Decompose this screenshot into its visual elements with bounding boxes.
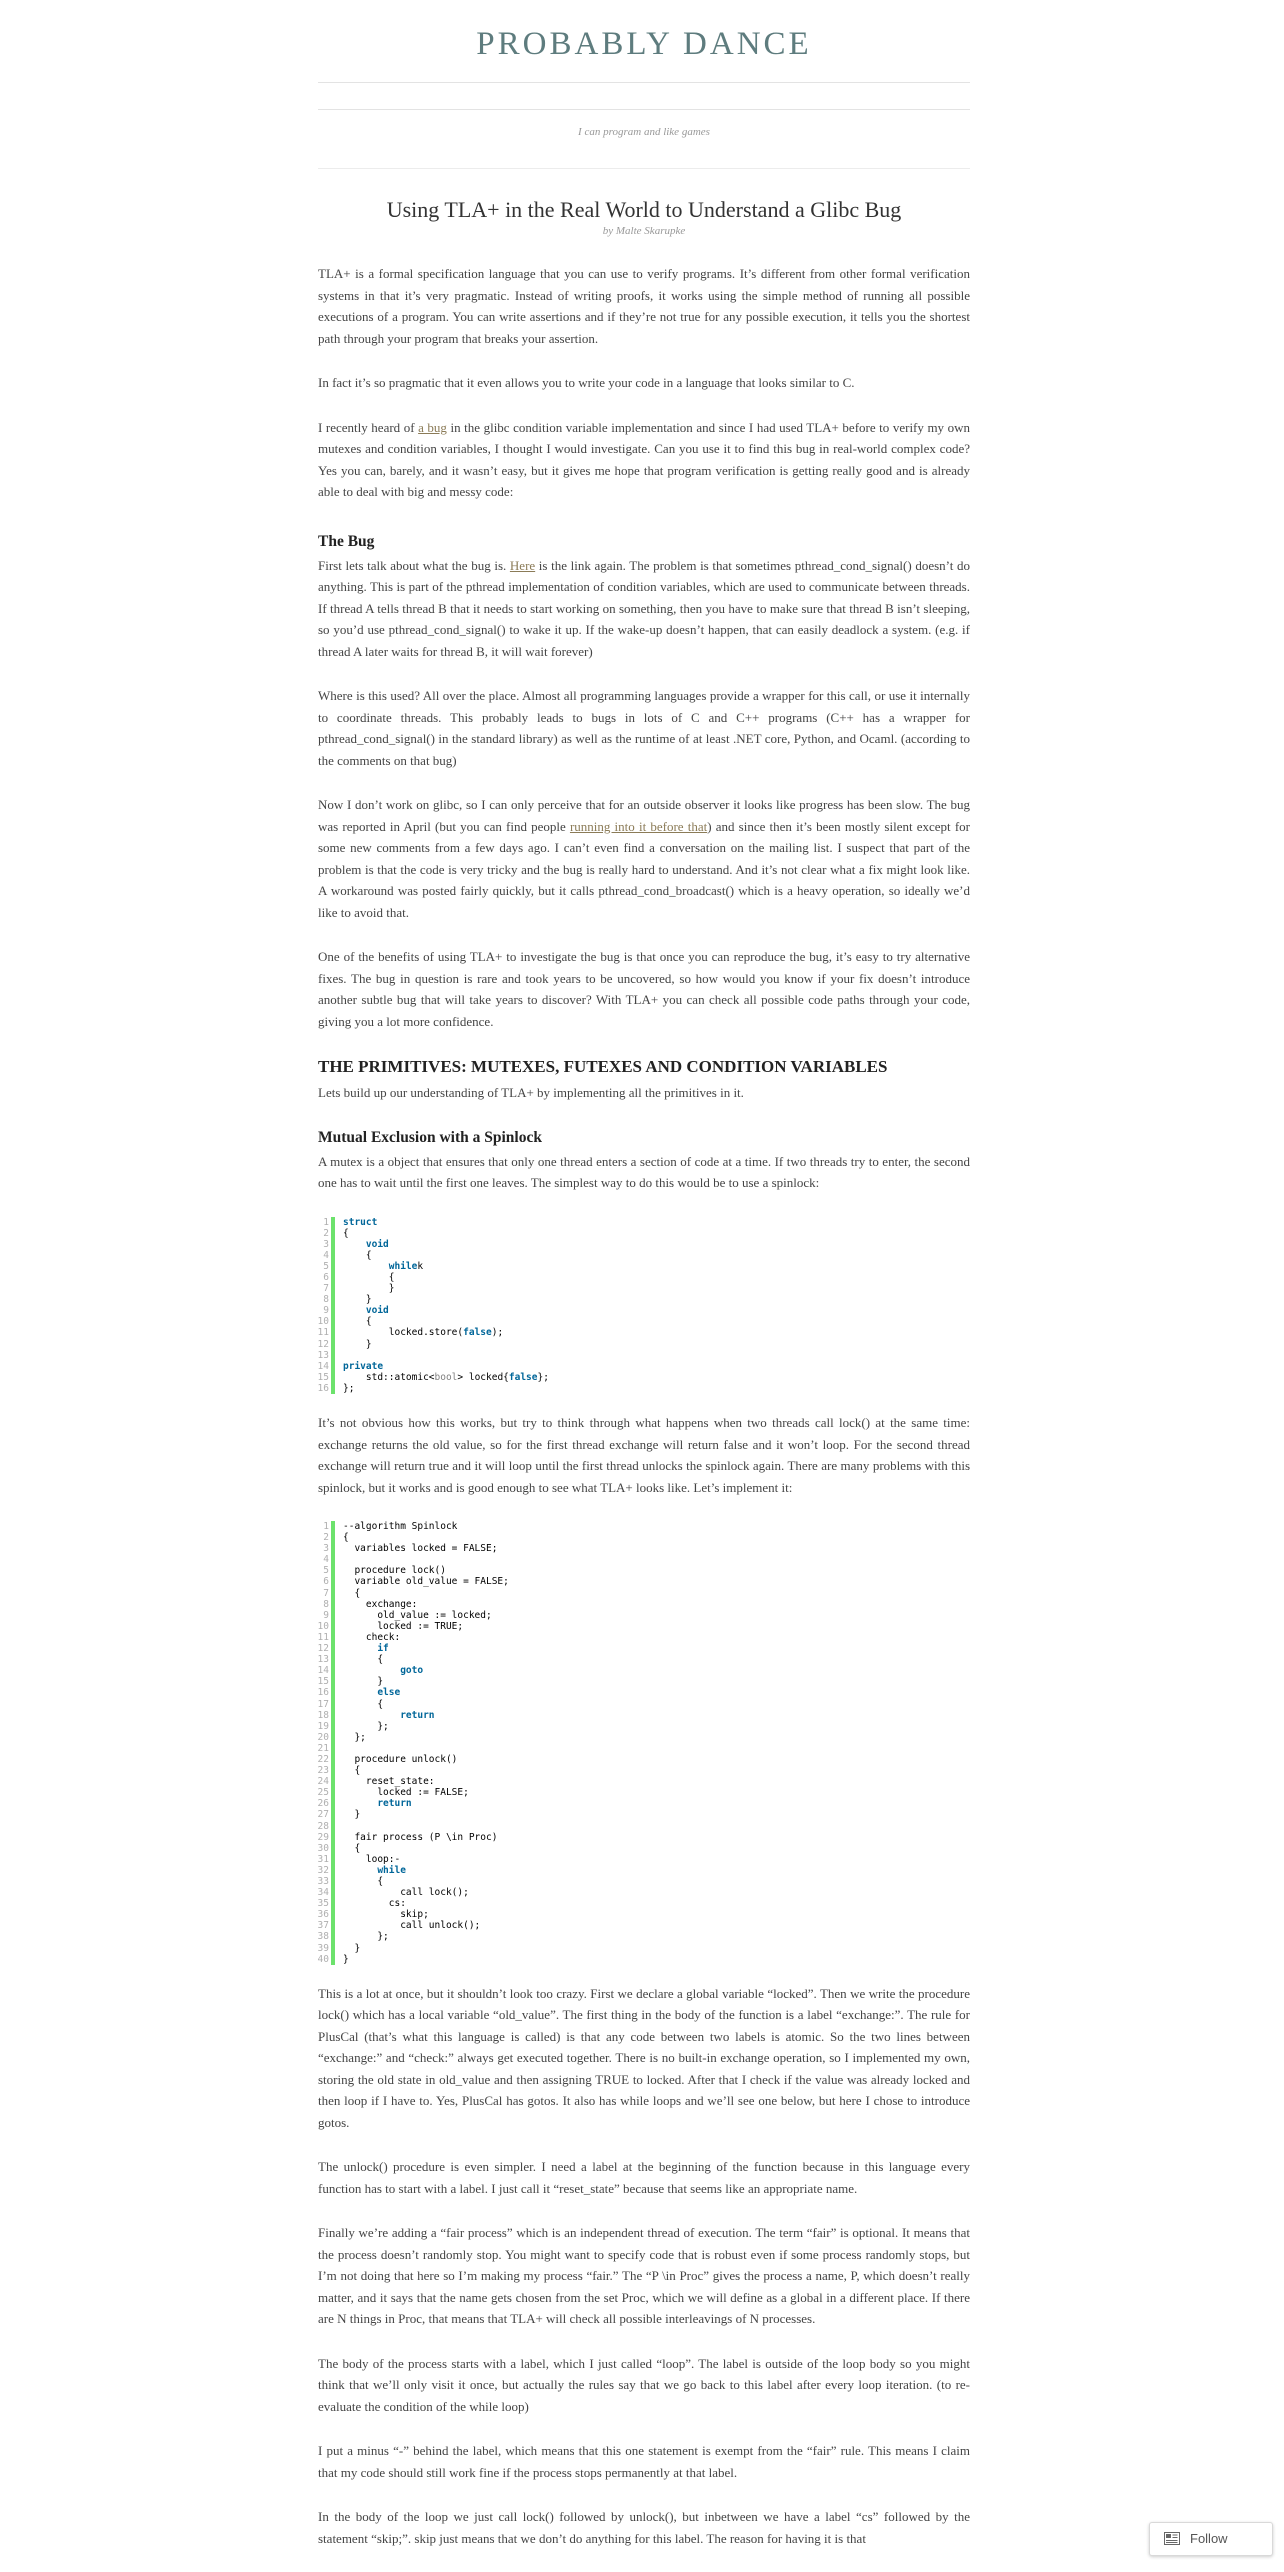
- code-line: [343, 1865, 970, 1876]
- code-line: [343, 1217, 970, 1228]
- primitives-paragraph: Lets build up our understanding of TLA+ by implementing all the primitives in it.: [318, 1085, 744, 1100]
- code-block-cpp-spinlock: [317, 1216, 970, 1395]
- code-line: [343, 1798, 970, 1809]
- code-token: {: [343, 1227, 349, 1239]
- line-number: 34: [317, 1887, 329, 1899]
- code-token: variable old_value = FALSE;: [343, 1576, 509, 1588]
- post-title[interactable]: Using TLA+ in the Real World to Understand a Glibc Bug: [386, 197, 902, 222]
- tail-paragraph-6: In the body of the loop we just call lock() followed by unlock(), but inbetween we have a label “cs” followed by the statement “skip;”. skip just means that we don’t do anything for this label. The reason for having it is that: [318, 2509, 970, 2546]
- code-token: [343, 1305, 366, 1316]
- code-line: [343, 1261, 970, 1272]
- line-number: 16: [317, 1687, 329, 1699]
- intro-paragraph-3: I recently heard of a bug in the glibc condition variable implementation and since I had used TLA+ before to verify my own mutexes and condition variables, I thought I would investigate. Can you use it to find this bug in real-world complex code? Yes you can, barely, and it wasn’t easy, but it gives me hope that program verification is getting really good and is already able to deal with big and messy code:: [318, 419, 970, 499]
- follow-label: Follow: [1190, 2531, 1228, 2546]
- bug-paragraph-2: Where is this used? All over the place. Almost all programming languages provide a wrapper for this call, or use it internally to coordinate threads. This probably leads to bugs in lots of C and C++ programs (C++ has a wrapper for pthread_cond_signal() in the standard library) as well as the runtime of at least .NET core, Python, and Ocaml. (according to the comments on that bug): [318, 688, 970, 768]
- code-token: false: [508, 1371, 538, 1383]
- code-token: [343, 1710, 400, 1721]
- code-line: [343, 1372, 970, 1383]
- code-line: [343, 1876, 970, 1887]
- code-token: {: [343, 1698, 384, 1710]
- tail-paragraph-5: I put a minus “-” behind the label, which means that this one statement is exempt from the “fair” rule. This means I claim that my code should still work fine if the process stops permanently at that label.: [318, 2443, 970, 2480]
- spinlock-paragraph: A mutex is a object that ensures that only one thread enters a section of code at a time. If two threads try to enter, the second one has to wait until the first one leaves. The simplest way to do this would be to use a spinlock:: [318, 1153, 970, 1190]
- line-number: 17: [317, 1698, 329, 1710]
- page-column: [318, 0, 970, 2572]
- code-line: [343, 1787, 970, 1798]
- code-token: }: [343, 1942, 361, 1954]
- line-number: 37: [317, 1920, 329, 1932]
- code-line: [343, 1809, 970, 1820]
- code-token: };: [343, 1731, 366, 1743]
- code-token: k: [417, 1260, 424, 1272]
- code-token: [343, 1798, 377, 1809]
- code-token: variables locked = FALSE;: [343, 1543, 498, 1555]
- line-number: 22: [317, 1753, 329, 1765]
- code-line: [343, 1843, 970, 1854]
- code-line: [343, 1272, 970, 1283]
- code-line: [343, 1732, 970, 1743]
- bug-paragraph-3: Now I don’t work on glibc, so I can only perceive that for an outside observer it looks like progress has been slow. The bug was reported in April (but you can find people running into it before that) and since then it’s been mostly silent except for some new comments from a few days ago. I can’t even find a conversation on the mailing list. I suspect that part of the problem is that the code is very tricky and the bug is really hard to understand. And it’s not clear what a fix might look like. A workaround was posted fairly quickly, but it calls pthread_cond_broadcast() which is a heavy operation, so ideally we’d like to avoid that.: [318, 797, 970, 920]
- nav-menu-bar: [318, 82, 970, 110]
- code-line: [343, 1588, 970, 1599]
- code-token: procedure unlock(): [343, 1753, 458, 1765]
- code-line: [343, 1854, 970, 1865]
- code-lines: [335, 1521, 970, 1965]
- code-line: [343, 1632, 970, 1643]
- line-number: 39: [317, 1942, 329, 1954]
- code-line: [343, 1576, 970, 1587]
- intro-paragraph-2: In fact it’s so pragmatic that it even allows you to write your code in a language that looks similar to C.: [318, 375, 855, 390]
- code-token: }: [343, 1338, 372, 1350]
- code-line: [343, 1294, 970, 1305]
- code-token: goto: [400, 1665, 424, 1677]
- code-token: call unlock();: [343, 1920, 481, 1932]
- site-title[interactable]: PROBABLY DANCE: [476, 26, 812, 62]
- code-token: }: [343, 1294, 372, 1306]
- code-token: [343, 1239, 366, 1250]
- code-token: );: [491, 1327, 504, 1339]
- code-token: fair process (P \in Proc): [343, 1831, 498, 1843]
- code-token: locked := FALSE;: [343, 1787, 469, 1799]
- code-line: [343, 1250, 970, 1261]
- line-number: 10: [317, 1620, 329, 1632]
- line-number: 8: [323, 1294, 329, 1306]
- line-numbers: [313, 1217, 329, 1395]
- code-line: [343, 1887, 970, 1898]
- code-line: [343, 1687, 970, 1698]
- code-token: }: [343, 1676, 384, 1688]
- code-token: loop:-: [343, 1853, 401, 1865]
- line-number: 21: [317, 1742, 329, 1754]
- line-numbers: [313, 1521, 329, 1965]
- code-block-pluscal-spinlock: [317, 1521, 970, 1965]
- code-line: [343, 1643, 970, 1654]
- code-line: [343, 1543, 970, 1554]
- line-number: 28: [317, 1820, 329, 1832]
- section-heading-the-bug: The Bug: [318, 532, 375, 550]
- line-number: 14: [317, 1360, 329, 1372]
- section-heading-spinlock: Mutual Exclusion with a Spinlock: [318, 1128, 542, 1146]
- code-token: private: [343, 1360, 384, 1372]
- section-heading-primitives: THE PRIMITIVES: MUTEXES, FUTEXES AND CONDITION VARIABLES: [318, 1057, 888, 1076]
- line-number: 36: [317, 1909, 329, 1921]
- code-token: {: [343, 1765, 361, 1777]
- code-line: [343, 1228, 970, 1239]
- line-number: 2: [323, 1532, 329, 1544]
- code-token: procedure lock(): [343, 1565, 446, 1577]
- code-line: [343, 1676, 970, 1687]
- code-line: [343, 1721, 970, 1732]
- code-line: [343, 1654, 970, 1665]
- line-number: 3: [323, 1238, 329, 1250]
- intro-paragraph-1: TLA+ is a formal specification language that you can use to verify programs. It’s different from other formal verification systems in that it’s very pragmatic. Instead of writing proofs, it works using the simple method of running all possible executions of a program. You can write assertions and if they’re not true for any possible execution, it tells you the shortest path through your program that breaks your assertion.: [318, 266, 970, 346]
- code-line: [343, 1239, 970, 1250]
- line-number: 6: [323, 1576, 329, 1588]
- code-token: skip;: [343, 1909, 429, 1921]
- code-token: };: [343, 1382, 355, 1394]
- code-token: {: [343, 1532, 349, 1544]
- code-token: };: [343, 1720, 389, 1732]
- code-token: locked.store(: [343, 1327, 464, 1339]
- site-tagline: I can program and like games: [578, 126, 710, 138]
- line-number: 7: [323, 1587, 329, 1599]
- line-number: 4: [323, 1249, 329, 1261]
- code-line: [343, 1621, 970, 1632]
- tail-paragraph-3: Finally we’re adding a “fair process” which is an independent thread of execution. The term “fair” is optional. It means that the process doesn’t randomly stop. You might want to specify code that is robust even if some process randomly stops, but I’m not doing that here so I’m making my process “fair.” The “P \in Proc” gives the process a name, P, which doesn’t really matter, and it says that the name gets chosen from the set Proc, which we will define as a global in a different place. If there are N things in Proc, that means that TLA+ will check all possible interleavings of N processes.: [318, 2225, 970, 2327]
- line-number: 6: [323, 1271, 329, 1283]
- code-token: [343, 1261, 389, 1272]
- code-token: }: [343, 1809, 361, 1821]
- line-number: 40: [317, 1953, 329, 1965]
- follow-button[interactable]: [1149, 2522, 1273, 2556]
- code-token: if: [377, 1643, 389, 1655]
- code-token: false: [463, 1327, 492, 1339]
- code-line: [343, 1943, 970, 1954]
- code-line: [343, 1931, 970, 1942]
- code-line: [343, 1554, 970, 1565]
- code-token: check:: [343, 1631, 401, 1643]
- code-token: {: [343, 1587, 361, 1599]
- line-number: 15: [317, 1676, 329, 1688]
- code-line: [343, 1565, 970, 1576]
- line-number: 5: [323, 1565, 329, 1577]
- here-link[interactable]: Here: [509, 557, 536, 573]
- code-token: cs:: [343, 1898, 406, 1910]
- code-line: [343, 1316, 970, 1327]
- header-divider: [318, 168, 970, 169]
- code-line: [343, 1339, 970, 1350]
- code-token: [343, 1687, 377, 1698]
- post-byline: by Malte Skarupke: [602, 225, 686, 237]
- code-token: {: [343, 1876, 384, 1887]
- code-token: > locked{: [457, 1371, 509, 1383]
- line-number: 9: [323, 1609, 329, 1621]
- code-token: }: [343, 1283, 395, 1295]
- code-line: [343, 1327, 970, 1338]
- code-token: while: [388, 1260, 418, 1272]
- line-number: 11: [317, 1327, 329, 1339]
- line-number: 35: [317, 1898, 329, 1910]
- tail-paragraph-4: The body of the process starts with a label, which I just called “loop”. The label is outside of the loop body so you might think that we’ll only visit it once, but actually the rules say that we go back to this label after every loop iteration. (to re-evaluate the condition of the while loop): [318, 2355, 970, 2414]
- bug-paragraph-1: First lets talk about what the bug is. Here is the link again. The problem is that sometimes pthread_cond_signal() doesn’t do anything. This is part of the pthread implementation of condition variables, which are used to communicate between threads. If thread A tells thread B that it needs to start working on something, then you have to make sure that thread B isn’t sleeping, so you’d use pthread_cond_signal() to wake it up. If the wake-up doesn’t happen, that can easily deadlock a system. (e.g. if thread A later waits for thread B, it will wait forever): [318, 557, 971, 659]
- line-number: 31: [317, 1853, 329, 1865]
- code-token: };: [343, 1931, 389, 1943]
- line-number: 14: [317, 1665, 329, 1677]
- code-line: [343, 1743, 970, 1754]
- line-number: 8: [323, 1598, 329, 1610]
- code-token: std::atomic<: [343, 1371, 435, 1383]
- code-line: [343, 1776, 970, 1787]
- line-number: 12: [317, 1643, 329, 1655]
- line-number: 1: [323, 1521, 329, 1532]
- code-token: {: [343, 1316, 372, 1328]
- code-line: [343, 1898, 970, 1909]
- line-number: 23: [317, 1765, 329, 1777]
- line-number: 13: [317, 1654, 329, 1666]
- code-token: {: [343, 1249, 372, 1261]
- line-number: 11: [317, 1631, 329, 1643]
- code-line: [343, 1710, 970, 1721]
- line-number: 30: [317, 1842, 329, 1854]
- code-line: [343, 1532, 970, 1543]
- post-content: [318, 263, 970, 2549]
- line-number: 15: [317, 1371, 329, 1383]
- line-number: 3: [323, 1543, 329, 1555]
- code-token: {: [343, 1842, 361, 1854]
- code-token: [343, 1865, 377, 1876]
- code-line: [343, 1909, 970, 1920]
- code-line: [343, 1920, 970, 1931]
- line-number: 2: [323, 1227, 329, 1239]
- line-number: 12: [317, 1338, 329, 1350]
- line-number: 9: [323, 1305, 329, 1317]
- code-token: void: [365, 1238, 389, 1250]
- line-number: 10: [317, 1316, 329, 1328]
- line-number: 33: [317, 1876, 329, 1887]
- code-line: [343, 1954, 970, 1965]
- code-line: [343, 1350, 970, 1361]
- line-number: 7: [323, 1283, 329, 1295]
- code-token: reset_state:: [343, 1776, 435, 1788]
- code-token: return: [377, 1798, 412, 1810]
- code-lines: [335, 1217, 970, 1395]
- bug-paragraph-4: One of the benefits of using TLA+ to investigate the bug is that once you can reproduce the bug, it’s easy to try alternative fixes. The bug in question is rare and took years to be uncovered, so how would you know if your fix doesn’t introduce another subtle bug that will take years to discover? With TLA+ you can check all possible code paths through your code, giving you a lot more confidence.: [318, 949, 970, 1029]
- code-token: --algorithm Spinlock: [343, 1521, 458, 1532]
- after-code-paragraph: It’s not obvious how this works, but try to think through what happens when two threads call lock() at the same time: exchange returns the old value, so for the first thread exchange will return false and it won’t loop. For the second thread exchange will return true and it will loop until the first thread unlocks the spinlock again. There are many problems with this spinlock, but it works and is good enough to see what TLA+ looks like. Let’s implement it:: [318, 1415, 970, 1495]
- code-token: locked := TRUE;: [343, 1620, 464, 1632]
- line-number: 19: [317, 1720, 329, 1732]
- line-number: 38: [317, 1931, 329, 1943]
- bug-link[interactable]: a bug: [418, 419, 447, 435]
- tail-paragraph-1: This is a lot at once, but it shouldn’t look too crazy. First we declare a global variable “locked”. Then we write the procedure lock() which has a local variable “old_value”. The first thing in the body of the function is a label “exchange:”. The rule for PlusCal (that’s what this language is called) is that any code between two labels is atomic. So the two lines between “exchange:” and “check:” always get executed together. There is no built-in exchange operation, so I implemented my own, storing the old state in old_value and then assigning TRUE to locked. After that I check if the value was already locked and then loop if I have to. Yes, PlusCal has gotos. It also has while loops and we’ll see one below, but here I chose to introduce gotos.: [318, 1985, 970, 2130]
- line-number: 29: [317, 1831, 329, 1843]
- code-line: [343, 1610, 970, 1621]
- code-token: call lock();: [343, 1887, 469, 1899]
- tail-paragraph-2: The unlock() procedure is even simpler. I need a label at the beginning of the function because in this language every function has to start with a label. I just call it “reset_state” because that seems like an appropriate name.: [318, 2159, 970, 2196]
- code-line: [343, 1305, 970, 1316]
- follow-icon: [1164, 2532, 1180, 2545]
- line-number: 18: [317, 1709, 329, 1721]
- code-line: [343, 1521, 970, 1532]
- code-token: {: [343, 1271, 395, 1283]
- line-number: 16: [317, 1382, 329, 1394]
- line-number: 27: [317, 1809, 329, 1821]
- code-token: else: [377, 1687, 401, 1699]
- line-number: 24: [317, 1776, 329, 1788]
- code-line: [343, 1665, 970, 1676]
- code-token: };: [537, 1371, 549, 1383]
- code-line: [343, 1832, 970, 1843]
- code-token: while: [377, 1864, 406, 1876]
- line-number: 5: [323, 1260, 329, 1272]
- code-token: {: [343, 1654, 384, 1666]
- code-token: [343, 1643, 377, 1654]
- code-token: old_value := locked;: [343, 1609, 492, 1621]
- code-token: exchange:: [343, 1598, 418, 1610]
- code-token: void: [365, 1305, 389, 1317]
- code-line: [343, 1599, 970, 1610]
- line-number: 32: [317, 1864, 329, 1876]
- code-token: }: [343, 1953, 349, 1965]
- code-line: [343, 1765, 970, 1776]
- code-token: [343, 1665, 400, 1676]
- line-number: 13: [317, 1349, 329, 1361]
- line-number: 25: [317, 1787, 329, 1799]
- code-line: [343, 1699, 970, 1710]
- line-number: 1: [323, 1216, 329, 1228]
- code-token: struct: [343, 1216, 378, 1228]
- code-line: [343, 1283, 970, 1294]
- line-number: 26: [317, 1798, 329, 1810]
- line-number: 20: [317, 1731, 329, 1743]
- code-line: [343, 1821, 970, 1832]
- line-number: 4: [323, 1554, 329, 1566]
- code-token: bool: [434, 1371, 458, 1383]
- code-line: [343, 1754, 970, 1765]
- code-line: [343, 1361, 970, 1372]
- code-line: [343, 1383, 970, 1394]
- running-into-it-link[interactable]: running into it before that: [569, 818, 708, 834]
- code-token: return: [400, 1709, 435, 1721]
